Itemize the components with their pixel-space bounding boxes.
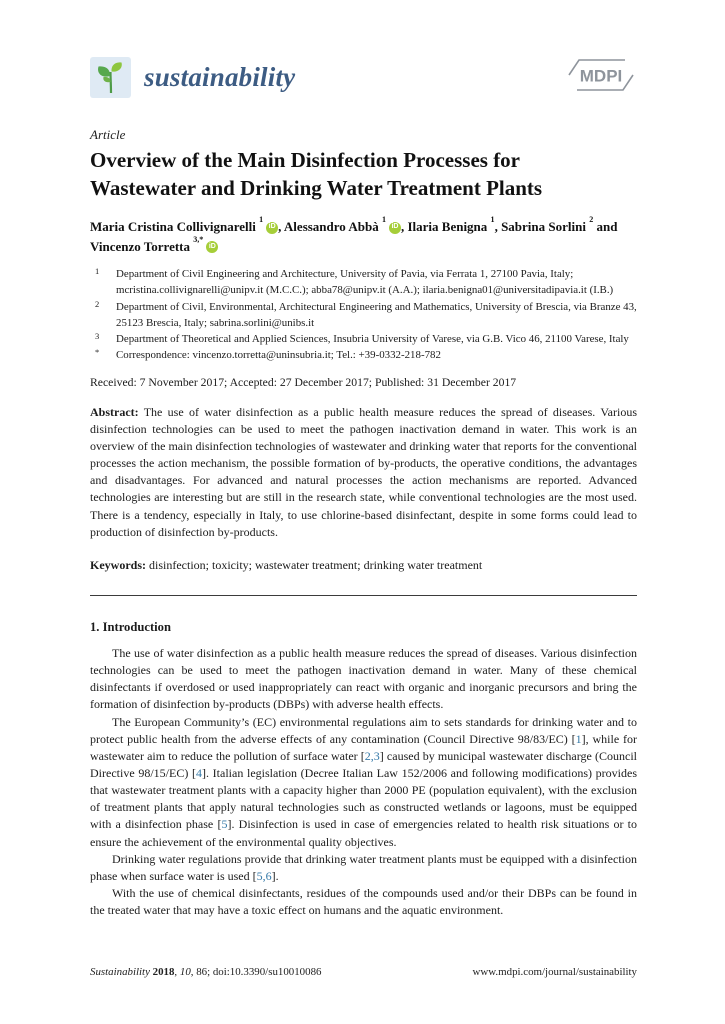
dates-line: Received: 7 November 2017; Accepted: 27 December 2017; Published: 31 December 2017 (90, 375, 517, 389)
affiliation-item (90, 331, 637, 347)
orcid-icon[interactable]: iD (206, 241, 218, 253)
body-paragraph: The use of water disinfection as a public health measure reduces the spread of diseases. Various disinfection technologies can be used to meet the pathogen inactivation demand in water. Many of these chemical disinfectants if overdosed or used inappropriately can react with organic and inorganic precursors and bring the formation of disinfection by-products (DBPs) with adverse health effects. (90, 645, 637, 712)
superscript-marker: 2 (589, 215, 594, 225)
correspondence-item (90, 347, 637, 363)
bold-text: 2018 (152, 966, 175, 978)
correspondence-marker: * (95, 346, 100, 357)
citation-link[interactable]: 5,6 (256, 868, 272, 883)
abstract-text: The use of water disinfection as a public health measure reduces the spread of diseases. Various disinfection technologies can be used to meet the pathogen inactivation demand in water. This work is an overview of the main disinfection technologies of wastewater and drinking water that reports for the conventional processes the action mechanism, the possible formation of by-products, the operative conditions, the advantages and disadvantages. For advanced and natural processes the action mechanisms are reported. Advanced technologies are interesting but are still in the research state, while conventional technologies are the most used. There is a tendency, especially in Italy, to use chlorine-based disinfectant, despite in some forms could lead to production of disinfection by-products. (90, 404, 637, 539)
italic-text: Sustainability (90, 966, 150, 978)
affiliation-text: Department of Civil, Environmental, Architectural Engineering and Mathematics, University of Brescia, via Branze 43, 25123 Brescia, Italy; sabrina.sorlini@unibs.it (116, 300, 637, 329)
journal-name: sustainability (144, 62, 296, 92)
page-header (90, 54, 637, 101)
superscript-marker: 1 (259, 215, 264, 225)
superscript-marker: 1 (490, 215, 495, 225)
affiliation-marker: 2 (95, 298, 100, 309)
mdpi-logo (565, 54, 637, 101)
orcid-icon[interactable]: iD (389, 222, 401, 234)
footer-journal-url[interactable]: www.mdpi.com/journal/sustainability (472, 966, 637, 978)
affiliations-block (90, 266, 637, 362)
keywords-line (90, 558, 637, 573)
journal-logo (90, 57, 295, 98)
superscript-marker: 3,* (193, 234, 204, 244)
affiliation-text: Department of Theoretical and Applied Sciences, Insubria University of Varese, via G.B. Vico 46, 21100 Varese, Italy (116, 332, 629, 345)
affiliation-item (90, 299, 637, 331)
affiliation-marker: 3 (95, 330, 100, 341)
body-paragraph: The European Community’s (EC) environmental regulations aim to sets standards for drinking water and to protect public health from the adverse effects of any contamination (Council Directive 98/83/EC) [1], while for wastewater aim to reduce the pollution of surface water [2,3] caused by municipal wastewater discharge (Council Directive 98/15/EC) [4]. Italian legislation (Decree Italian Law 152/2006 and following modifications) provides that wastewater treatment plants with a capacity higher than 2000 PE (population equivalent), with the exclusion of treatment plants that apply natural technologies such as constructed wetlands or lagoons, must be equipped with a disinfection phase [5]. Disinfection is used in case of emergencies related to health risk situations or to ensure the achievement of the environmental quality objectives. (90, 714, 638, 849)
italic-text: 10 (179, 966, 191, 978)
abstract-paragraph (90, 404, 637, 541)
orcid-icon[interactable]: iD (266, 222, 278, 234)
affiliation-text: Department of Civil Engineering and Architecture, University of Pavia, via Ferrata 1, 27100 Pavia, Italy; mcristina.collivignarelli@unipv.it (M.C.C.); abba78@unipv.it (A.A.); ilaria.benigna01@universitadipavia.it (I.B.) (116, 268, 614, 297)
svg-text:MDPI: MDPI (579, 66, 623, 86)
citation-link[interactable]: 2,3 (364, 748, 380, 763)
affiliation-item (90, 266, 637, 298)
body-paragraph: With the use of chemical disinfectants, residues of the compounds used and/or their DBPs can be found in the treated water that may have a toxic effect on humans and the aquatic environment. (90, 886, 637, 918)
citation-link[interactable]: 4 (196, 765, 202, 780)
citation-link[interactable]: 1 (575, 731, 582, 746)
citation-link[interactable]: 5 (221, 817, 228, 832)
authors-line: Maria Cristina Collivignarelli $^1$iD , Alessandro Abbà $^1$iD , Ilaria Benigna $^1$, Sabrina Sorlini $^2$ and Vincenzo Torretta $^{3,*}$iD (90, 215, 618, 254)
intro-section-heading: 1. Introduction (90, 619, 171, 634)
footer-citation: Sustainability 2018, 10, 86; doi:10.3390/su10010086 (90, 966, 322, 978)
correspondence-text: Correspondence: vincenzo.torretta@uninsubria.it; Tel.: +39-0332-218-782 (116, 348, 441, 361)
affiliation-marker: 1 (95, 266, 100, 277)
superscript-marker: 1 (381, 215, 386, 225)
keywords-text: disinfection; toxicity; wastewater treatment; drinking water treatment (146, 557, 483, 572)
page-footer (90, 966, 637, 978)
section-divider (90, 595, 637, 596)
abstract-label: Abstract: (90, 404, 139, 419)
body-paragraph: Drinking water regulations provide that drinking water treatment plants must be equipped with a disinfection phase when surface water is used [5,6]. (90, 851, 637, 883)
article-type-label: Article (90, 127, 126, 142)
paper-title: Overview of the Main Disinfection Processes for Wastewater and Drinking Water Treatment Plants (90, 148, 543, 200)
seedling-icon (90, 57, 131, 98)
keywords-label: Keywords: (90, 557, 146, 572)
